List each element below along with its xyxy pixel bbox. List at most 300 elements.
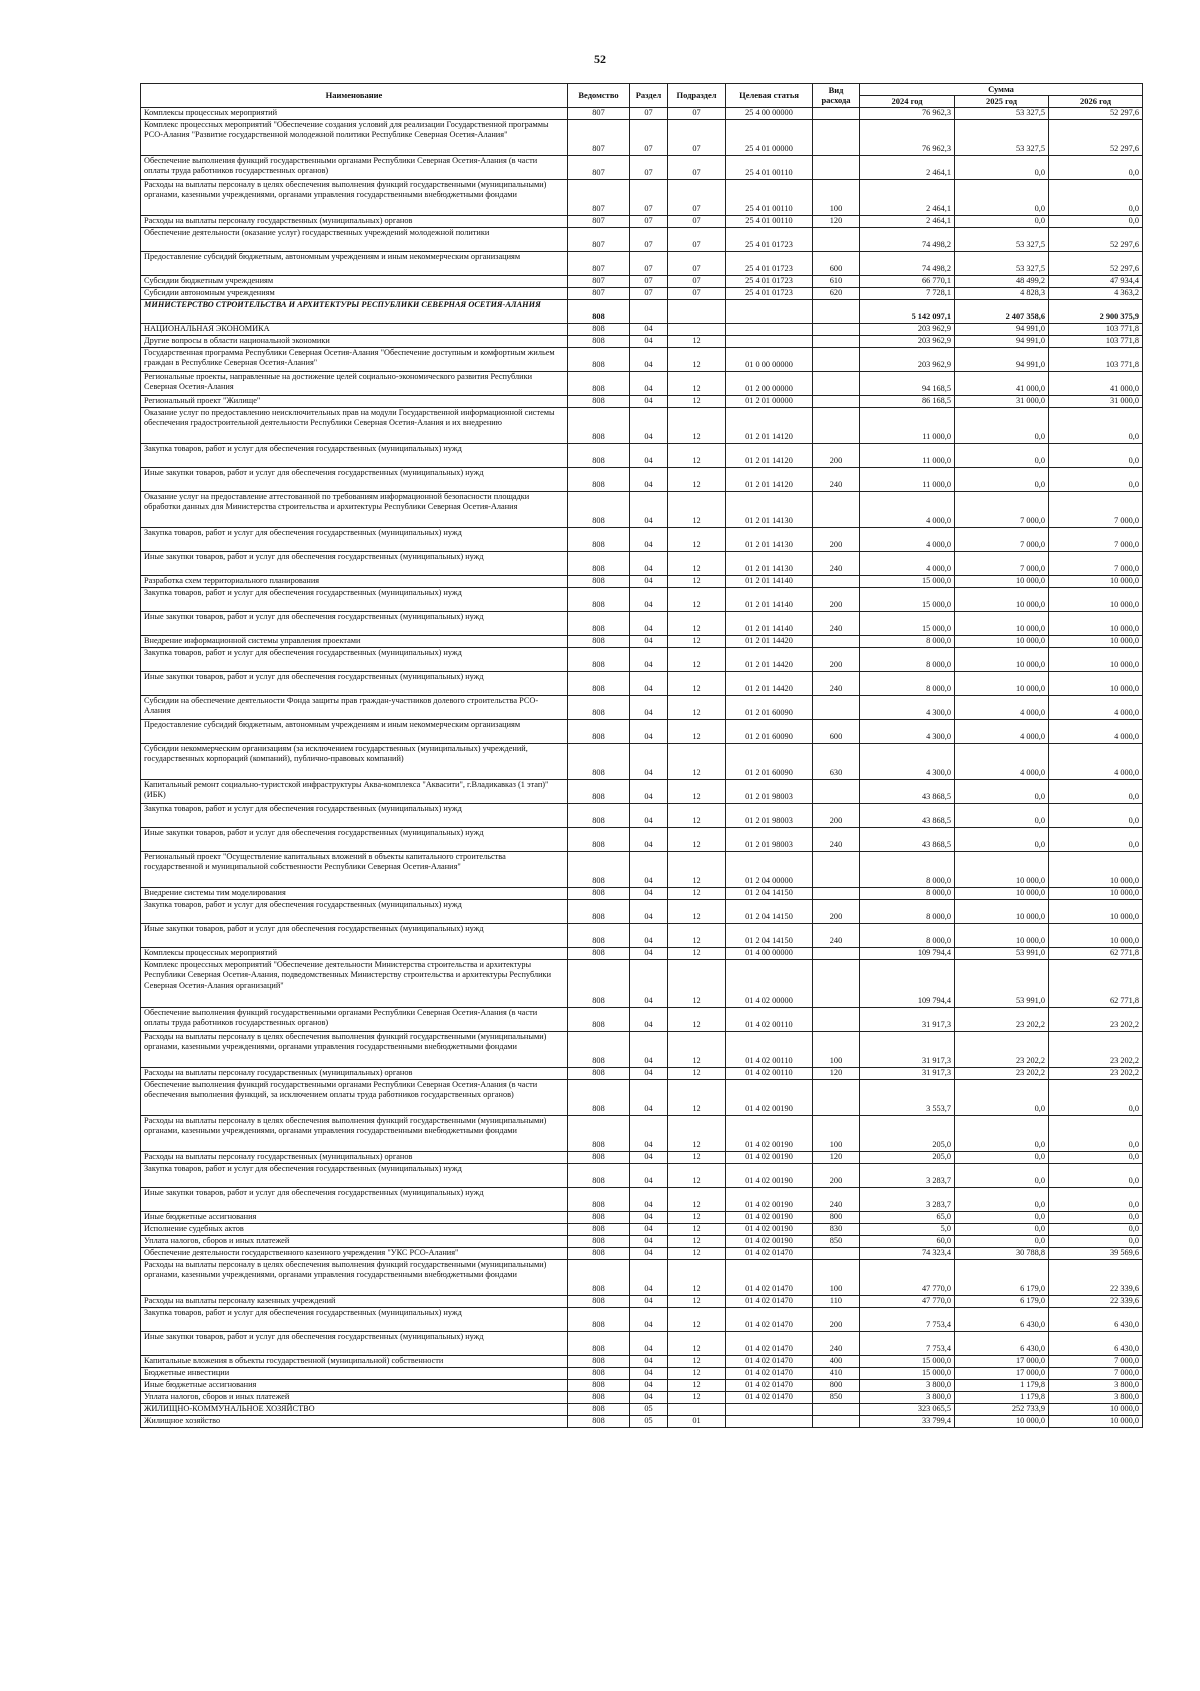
row-sum-2025-cell: 10 000,0	[955, 587, 1049, 611]
row-expense-type-cell	[813, 887, 860, 899]
row-section-cell: 04	[630, 1079, 668, 1115]
row-sum-2024-cell: 31 917,3	[860, 1067, 955, 1079]
table-row	[141, 1295, 1143, 1307]
row-sum-2025-cell: 6 179,0	[955, 1295, 1049, 1307]
row-section-cell: 04	[630, 443, 668, 467]
row-sum-2025-cell: 94 991,0	[955, 335, 1049, 347]
row-sum-2025-cell: 30 788,8	[955, 1247, 1049, 1259]
row-sum-2024-cell: 203 962,9	[860, 323, 955, 335]
row-sum-2024-cell: 203 962,9	[860, 335, 955, 347]
row-sum-2025-cell: 0,0	[955, 215, 1049, 227]
row-target-article-cell: 01 2 01 14130	[726, 527, 813, 551]
table-row	[141, 959, 1143, 1007]
header-year-2024: 2024 год	[860, 95, 955, 107]
row-sum-2025-cell: 0,0	[955, 179, 1049, 215]
row-name-cell: Капитальный ремонт социально-туристской инфраструктуры Аква-комплекса "Аквасити", г.Владикавказ (1 этап)" (ИБК)	[141, 779, 568, 803]
row-name-cell: НАЦИОНАЛЬНАЯ ЭКОНОМИКА	[141, 323, 568, 335]
row-sum-2025-cell: 2 407 358,6	[955, 299, 1049, 323]
row-sum-2024-cell: 47 770,0	[860, 1259, 955, 1295]
row-section-cell: 07	[630, 119, 668, 155]
row-expense-type-cell: 240	[813, 923, 860, 947]
row-sum-2025-cell: 0,0	[955, 467, 1049, 491]
row-target-article-cell: 01 2 01 60090	[726, 743, 813, 779]
row-subsection-cell: 12	[668, 851, 726, 887]
row-department-cell: 808	[568, 347, 630, 371]
row-sum-2026-cell: 0,0	[1049, 1115, 1143, 1151]
row-target-article-cell: 01 2 01 14120	[726, 407, 813, 443]
row-section-cell: 04	[630, 1067, 668, 1079]
table-row	[141, 1247, 1143, 1259]
row-sum-2024-cell: 4 000,0	[860, 491, 955, 527]
row-subsection-cell: 12	[668, 1115, 726, 1151]
row-target-article-cell: 01 4 02 00190	[726, 1115, 813, 1151]
row-sum-2025-cell: 10 000,0	[955, 575, 1049, 587]
row-expense-type-cell	[813, 227, 860, 251]
row-subsection-cell: 12	[668, 407, 726, 443]
row-target-article-cell: 01 2 04 14150	[726, 923, 813, 947]
row-expense-type-cell	[813, 1247, 860, 1259]
row-subsection-cell: 12	[668, 1079, 726, 1115]
row-target-article-cell: 01 2 04 00000	[726, 851, 813, 887]
row-sum-2024-cell: 2 464,1	[860, 179, 955, 215]
row-name-cell: Уплата налогов, сборов и иных платежей	[141, 1235, 568, 1247]
row-sum-2024-cell: 4 300,0	[860, 695, 955, 719]
row-sum-2026-cell: 6 430,0	[1049, 1331, 1143, 1355]
row-name-cell: Оказание услуг на предоставление аттестованной по требованиям информационной безопасности площадки обработки данных для Министерства строительства и архитектуры Республики Северная Осетия-Алания	[141, 491, 568, 527]
row-name-cell: Субсидии некоммерческим организациям (за исключением государственных (муниципальных) учреждений, государственных корпораций (компаний), публично-правовых компаний)	[141, 743, 568, 779]
row-name-cell: Закупка товаров, работ и услуг для обеспечения государственных (муниципальных) нужд	[141, 443, 568, 467]
row-sum-2024-cell: 43 868,5	[860, 803, 955, 827]
row-expense-type-cell	[813, 491, 860, 527]
row-section-cell: 04	[630, 1331, 668, 1355]
table-row	[141, 1151, 1143, 1163]
table-row	[141, 671, 1143, 695]
row-section-cell: 04	[630, 371, 668, 395]
row-name-cell: Обеспечение выполнения функций государственными органами Республики Северная Осетия-Алания (в части оплаты труда работников государственных органов)	[141, 1007, 568, 1031]
row-name-cell: Иные бюджетные ассигнования	[141, 1379, 568, 1391]
row-expense-type-cell: 600	[813, 719, 860, 743]
row-section-cell: 04	[630, 1295, 668, 1307]
row-target-article-cell: 25 4 01 01723	[726, 287, 813, 299]
row-subsection-cell: 07	[668, 107, 726, 119]
row-department-cell: 808	[568, 575, 630, 587]
row-target-article-cell: 01 2 01 14420	[726, 671, 813, 695]
row-sum-2026-cell: 10 000,0	[1049, 851, 1143, 887]
header-name: Наименование	[141, 84, 568, 108]
table-row	[141, 1115, 1143, 1151]
row-expense-type-cell: 240	[813, 467, 860, 491]
row-name-cell: Расходы на выплаты персоналу государственных (муниципальных) органов	[141, 215, 568, 227]
row-department-cell: 808	[568, 491, 630, 527]
row-expense-type-cell	[813, 851, 860, 887]
row-expense-type-cell: 830	[813, 1223, 860, 1235]
row-subsection-cell: 12	[668, 1151, 726, 1163]
row-sum-2025-cell: 0,0	[955, 779, 1049, 803]
table-row	[141, 1163, 1143, 1187]
table-row	[141, 1331, 1143, 1355]
row-name-cell: Иные закупки товаров, работ и услуг для обеспечения государственных (муниципальных) нужд	[141, 551, 568, 575]
row-name-cell: Закупка товаров, работ и услуг для обеспечения государственных (муниципальных) нужд	[141, 647, 568, 671]
table-row	[141, 575, 1143, 587]
row-expense-type-cell	[813, 779, 860, 803]
row-sum-2026-cell: 0,0	[1049, 1151, 1143, 1163]
row-sum-2025-cell: 6 430,0	[955, 1307, 1049, 1331]
row-department-cell: 808	[568, 1247, 630, 1259]
row-name-cell: Субсидии на обеспечение деятельности Фонда защиты прав граждан-участников долевого строительства РСО-Алания	[141, 695, 568, 719]
row-expense-type-cell	[813, 1415, 860, 1427]
row-sum-2026-cell: 2 900 375,9	[1049, 299, 1143, 323]
row-sum-2026-cell: 4 363,2	[1049, 287, 1143, 299]
row-sum-2025-cell: 7 000,0	[955, 491, 1049, 527]
table-row	[141, 779, 1143, 803]
row-department-cell: 808	[568, 1079, 630, 1115]
row-sum-2026-cell: 103 771,8	[1049, 335, 1143, 347]
row-sum-2025-cell: 10 000,0	[955, 647, 1049, 671]
row-sum-2026-cell: 62 771,8	[1049, 959, 1143, 1007]
row-name-cell: Иные закупки товаров, работ и услуг для обеспечения государственных (муниципальных) нужд	[141, 1187, 568, 1211]
row-name-cell: Расходы на выплаты персоналу государственных (муниципальных) органов	[141, 1151, 568, 1163]
row-sum-2026-cell: 103 771,8	[1049, 347, 1143, 371]
row-target-article-cell	[726, 335, 813, 347]
row-name-cell: Региональный проект "Осуществление капитальных вложений в объекты капитального строительства государственной и муниципальной собственности Республики Северная Осетия-Алания"	[141, 851, 568, 887]
row-subsection-cell: 12	[668, 959, 726, 1007]
row-department-cell: 808	[568, 779, 630, 803]
row-name-cell: Иные закупки товаров, работ и услуг для обеспечения государственных (муниципальных) нужд	[141, 671, 568, 695]
table-row	[141, 1415, 1143, 1427]
row-sum-2024-cell: 3 800,0	[860, 1391, 955, 1403]
row-department-cell: 808	[568, 923, 630, 947]
row-sum-2025-cell: 23 202,2	[955, 1007, 1049, 1031]
row-sum-2024-cell: 7 728,1	[860, 287, 955, 299]
row-subsection-cell: 12	[668, 1307, 726, 1331]
header-section: Раздел	[630, 84, 668, 108]
row-expense-type-cell	[813, 695, 860, 719]
row-subsection-cell: 12	[668, 1067, 726, 1079]
row-department-cell: 808	[568, 1235, 630, 1247]
table-row	[141, 887, 1143, 899]
row-sum-2024-cell: 8 000,0	[860, 887, 955, 899]
row-sum-2026-cell: 10 000,0	[1049, 671, 1143, 695]
row-sum-2026-cell: 10 000,0	[1049, 887, 1143, 899]
row-sum-2025-cell: 53 327,5	[955, 227, 1049, 251]
row-target-article-cell: 01 2 01 14420	[726, 635, 813, 647]
row-expense-type-cell: 240	[813, 827, 860, 851]
row-expense-type-cell	[813, 635, 860, 647]
table-row	[141, 551, 1143, 575]
row-sum-2026-cell: 22 339,6	[1049, 1295, 1143, 1307]
row-sum-2026-cell: 0,0	[1049, 443, 1143, 467]
row-subsection-cell: 07	[668, 215, 726, 227]
row-target-article-cell: 01 4 02 00190	[726, 1151, 813, 1163]
table-row	[141, 923, 1143, 947]
row-department-cell: 807	[568, 287, 630, 299]
row-subsection-cell: 07	[668, 251, 726, 275]
row-section-cell: 04	[630, 1307, 668, 1331]
table-row	[141, 1355, 1143, 1367]
row-sum-2026-cell: 0,0	[1049, 407, 1143, 443]
row-sum-2026-cell: 0,0	[1049, 1163, 1143, 1187]
row-department-cell: 808	[568, 743, 630, 779]
row-section-cell: 04	[630, 743, 668, 779]
row-sum-2026-cell: 23 202,2	[1049, 1007, 1143, 1031]
row-expense-type-cell: 410	[813, 1367, 860, 1379]
row-sum-2025-cell: 17 000,0	[955, 1367, 1049, 1379]
row-section-cell: 07	[630, 107, 668, 119]
row-sum-2026-cell: 4 000,0	[1049, 743, 1143, 779]
row-target-article-cell: 01 2 01 98003	[726, 803, 813, 827]
row-expense-type-cell: 200	[813, 647, 860, 671]
row-department-cell: 808	[568, 1223, 630, 1235]
row-sum-2025-cell: 252 733,9	[955, 1403, 1049, 1415]
row-section-cell: 04	[630, 899, 668, 923]
row-subsection-cell: 12	[668, 1295, 726, 1307]
row-target-article-cell: 01 4 02 00190	[726, 1235, 813, 1247]
row-sum-2025-cell: 0,0	[955, 1187, 1049, 1211]
row-target-article-cell: 01 2 00 00000	[726, 371, 813, 395]
row-sum-2026-cell: 0,0	[1049, 803, 1143, 827]
row-department-cell: 808	[568, 1259, 630, 1295]
row-department-cell: 808	[568, 443, 630, 467]
row-section-cell: 07	[630, 179, 668, 215]
table-row	[141, 155, 1143, 179]
row-subsection-cell: 12	[668, 743, 726, 779]
row-section-cell: 04	[630, 323, 668, 335]
table-row	[141, 443, 1143, 467]
table-row	[141, 611, 1143, 635]
row-sum-2024-cell: 66 770,1	[860, 275, 955, 287]
row-department-cell: 808	[568, 1415, 630, 1427]
row-target-article-cell: 25 4 01 01723	[726, 251, 813, 275]
row-sum-2025-cell: 1 179,8	[955, 1391, 1049, 1403]
row-subsection-cell: 12	[668, 335, 726, 347]
row-section-cell: 04	[630, 407, 668, 443]
table-row	[141, 107, 1143, 119]
row-name-cell: Региональные проекты, направленные на достижение целей социально-экономического развития Республики Северная Осетия-Алания	[141, 371, 568, 395]
row-name-cell: Закупка товаров, работ и услуг для обеспечения государственных (муниципальных) нужд	[141, 1307, 568, 1331]
row-expense-type-cell: 400	[813, 1355, 860, 1367]
row-expense-type-cell: 240	[813, 551, 860, 575]
row-name-cell: Комплекс процессных мероприятий "Обеспечение деятельности Министерства строительства и архитектуры Республики Северная Осетия-Алания, подведомственных Министерству строительства и архитектуры Республики Северная Осетия-Алания организаций"	[141, 959, 568, 1007]
row-expense-type-cell: 600	[813, 251, 860, 275]
row-target-article-cell	[726, 323, 813, 335]
row-department-cell: 808	[568, 719, 630, 743]
row-sum-2024-cell: 86 168,5	[860, 395, 955, 407]
row-expense-type-cell	[813, 1079, 860, 1115]
row-department-cell: 808	[568, 803, 630, 827]
row-target-article-cell: 01 2 01 14130	[726, 551, 813, 575]
budget-table	[140, 83, 1143, 1428]
row-name-cell: Предоставление субсидий бюджетным, автономным учреждениям и иным некоммерческим организациям	[141, 719, 568, 743]
row-sum-2024-cell: 4 300,0	[860, 743, 955, 779]
row-department-cell: 808	[568, 959, 630, 1007]
table-row	[141, 695, 1143, 719]
row-name-cell: Исполнение судебных актов	[141, 1223, 568, 1235]
row-target-article-cell: 01 2 01 14420	[726, 647, 813, 671]
row-sum-2024-cell: 3 800,0	[860, 1379, 955, 1391]
row-expense-type-cell	[813, 371, 860, 395]
row-expense-type-cell: 200	[813, 527, 860, 551]
row-name-cell: Другие вопросы в области национальной экономики	[141, 335, 568, 347]
row-target-article-cell: 01 2 01 98003	[726, 827, 813, 851]
row-name-cell: ЖИЛИЩНО-КОММУНАЛЬНОЕ ХОЗЯЙСТВО	[141, 1403, 568, 1415]
row-section-cell: 07	[630, 251, 668, 275]
row-section-cell: 04	[630, 923, 668, 947]
table-row	[141, 851, 1143, 887]
row-name-cell: Капитальные вложения в объекты государственной (муниципальной) собственности	[141, 1355, 568, 1367]
row-target-article-cell: 25 4 01 01723	[726, 275, 813, 287]
row-expense-type-cell	[813, 575, 860, 587]
row-sum-2025-cell: 17 000,0	[955, 1355, 1049, 1367]
row-subsection-cell: 12	[668, 647, 726, 671]
row-sum-2026-cell: 10 000,0	[1049, 899, 1143, 923]
row-name-cell: Комплексы процессных мероприятий	[141, 947, 568, 959]
row-subsection-cell: 07	[668, 275, 726, 287]
table-row	[141, 587, 1143, 611]
row-sum-2026-cell: 41 000,0	[1049, 371, 1143, 395]
row-sum-2025-cell: 10 000,0	[955, 899, 1049, 923]
row-department-cell: 808	[568, 611, 630, 635]
row-sum-2024-cell: 60,0	[860, 1235, 955, 1247]
row-subsection-cell: 12	[668, 491, 726, 527]
row-section-cell: 07	[630, 227, 668, 251]
row-name-cell: Внедрение системы тим моделирования	[141, 887, 568, 899]
row-sum-2026-cell: 0,0	[1049, 179, 1143, 215]
row-name-cell: Иные закупки товаров, работ и услуг для обеспечения государственных (муниципальных) нужд	[141, 923, 568, 947]
row-sum-2024-cell: 15 000,0	[860, 587, 955, 611]
table-row	[141, 323, 1143, 335]
row-target-article-cell: 01 4 00 00000	[726, 947, 813, 959]
row-target-article-cell: 01 4 02 00190	[726, 1211, 813, 1223]
row-target-article-cell: 25 4 01 01723	[726, 227, 813, 251]
row-department-cell: 808	[568, 323, 630, 335]
page-number: 52	[594, 52, 606, 66]
table-row	[141, 1367, 1143, 1379]
row-sum-2025-cell: 10 000,0	[955, 635, 1049, 647]
row-sum-2024-cell: 7 753,4	[860, 1331, 955, 1355]
row-expense-type-cell	[813, 959, 860, 1007]
row-expense-type-cell	[813, 395, 860, 407]
row-section-cell: 04	[630, 587, 668, 611]
row-expense-type-cell	[813, 347, 860, 371]
table-row	[141, 1067, 1143, 1079]
row-name-cell: Закупка товаров, работ и услуг для обеспечения государственных (муниципальных) нужд	[141, 803, 568, 827]
row-department-cell: 808	[568, 947, 630, 959]
table-row	[141, 1007, 1143, 1031]
row-sum-2024-cell: 7 753,4	[860, 1307, 955, 1331]
row-sum-2025-cell: 0,0	[955, 1163, 1049, 1187]
row-sum-2025-cell: 0,0	[955, 1151, 1049, 1163]
row-sum-2025-cell: 23 202,2	[955, 1031, 1049, 1067]
row-name-cell: Комплекс процессных мероприятий "Обеспечение создания условий для реализации Государственной программы РСО-Алания "Развитие государственной молодежной политики Республике Северная Осетия-Алания"	[141, 119, 568, 155]
header-department: Ведомство	[568, 84, 630, 108]
row-sum-2025-cell: 53 327,5	[955, 107, 1049, 119]
row-sum-2026-cell: 10 000,0	[1049, 575, 1143, 587]
row-sum-2024-cell: 15 000,0	[860, 611, 955, 635]
row-target-article-cell: 25 4 01 00110	[726, 179, 813, 215]
row-name-cell: Закупка товаров, работ и услуг для обеспечения государственных (муниципальных) нужд	[141, 1163, 568, 1187]
row-sum-2025-cell: 0,0	[955, 155, 1049, 179]
row-target-article-cell: 01 4 02 01470	[726, 1247, 813, 1259]
table-row	[141, 275, 1143, 287]
row-subsection-cell: 12	[668, 1223, 726, 1235]
table-row	[141, 1079, 1143, 1115]
row-department-cell: 808	[568, 1391, 630, 1403]
row-subsection-cell: 12	[668, 1187, 726, 1211]
row-sum-2025-cell: 0,0	[955, 1079, 1049, 1115]
row-expense-type-cell: 110	[813, 1295, 860, 1307]
row-department-cell: 808	[568, 1307, 630, 1331]
row-section-cell: 04	[630, 1211, 668, 1223]
row-section-cell: 04	[630, 803, 668, 827]
row-expense-type-cell: 120	[813, 215, 860, 227]
row-name-cell: Оказание услуг по предоставлению неисключительных прав на модули Государственной информационной системы обеспечения градостроительной деятельности Республики Северная Осетия-Алания и их внедрению	[141, 407, 568, 443]
row-sum-2024-cell: 5 142 097,1	[860, 299, 955, 323]
row-section-cell: 04	[630, 1391, 668, 1403]
row-target-article-cell: 01 4 02 00000	[726, 959, 813, 1007]
table-row	[141, 299, 1143, 323]
row-sum-2024-cell: 15 000,0	[860, 575, 955, 587]
row-subsection-cell: 12	[668, 719, 726, 743]
row-expense-type-cell: 630	[813, 743, 860, 779]
row-expense-type-cell: 200	[813, 1163, 860, 1187]
table-row	[141, 287, 1143, 299]
row-section-cell: 04	[630, 1151, 668, 1163]
row-subsection-cell: 12	[668, 1379, 726, 1391]
table-row	[141, 803, 1143, 827]
row-section-cell: 04	[630, 1187, 668, 1211]
row-subsection-cell: 12	[668, 1367, 726, 1379]
row-sum-2024-cell: 33 799,4	[860, 1415, 955, 1427]
row-subsection-cell: 07	[668, 155, 726, 179]
row-sum-2024-cell: 8 000,0	[860, 635, 955, 647]
row-sum-2025-cell: 0,0	[955, 1235, 1049, 1247]
row-expense-type-cell: 610	[813, 275, 860, 287]
row-subsection-cell: 12	[668, 1007, 726, 1031]
row-section-cell: 04	[630, 779, 668, 803]
row-name-cell: Расходы на выплаты персоналу в целях обеспечения выполнения функций государственными (муниципальными) органами, казенными учреждениями, органами управления государственными внебюджетными фондами	[141, 179, 568, 215]
table-row	[141, 1379, 1143, 1391]
header-target-article: Целевая статья	[726, 84, 813, 108]
table-row	[141, 719, 1143, 743]
row-department-cell: 808	[568, 1331, 630, 1355]
table-row	[141, 335, 1143, 347]
row-sum-2025-cell: 0,0	[955, 443, 1049, 467]
row-department-cell: 808	[568, 1211, 630, 1223]
row-expense-type-cell: 800	[813, 1379, 860, 1391]
row-subsection-cell: 12	[668, 347, 726, 371]
row-target-article-cell: 01 4 02 01470	[726, 1355, 813, 1367]
row-name-cell: Субсидии автономным учреждениям	[141, 287, 568, 299]
row-sum-2024-cell: 31 917,3	[860, 1007, 955, 1031]
row-section-cell: 07	[630, 215, 668, 227]
row-sum-2025-cell: 53 991,0	[955, 959, 1049, 1007]
row-name-cell: Расходы на выплаты персоналу в целях обеспечения выполнения функций государственными (муниципальными) органами, казенными учреждениями, органами управления государственными внебюджетными фондами	[141, 1031, 568, 1067]
row-name-cell: Комплексы процессных мероприятий	[141, 107, 568, 119]
row-target-article-cell: 01 4 02 00110	[726, 1067, 813, 1079]
row-subsection-cell: 12	[668, 887, 726, 899]
row-subsection-cell: 12	[668, 1331, 726, 1355]
row-expense-type-cell: 240	[813, 1187, 860, 1211]
row-sum-2024-cell: 8 000,0	[860, 923, 955, 947]
row-sum-2026-cell: 0,0	[1049, 1187, 1143, 1211]
row-sum-2025-cell: 0,0	[955, 1223, 1049, 1235]
row-sum-2025-cell: 1 179,8	[955, 1379, 1049, 1391]
table-row	[141, 119, 1143, 155]
row-expense-type-cell: 120	[813, 1067, 860, 1079]
row-department-cell: 808	[568, 1163, 630, 1187]
row-expense-type-cell: 620	[813, 287, 860, 299]
row-subsection-cell: 12	[668, 575, 726, 587]
